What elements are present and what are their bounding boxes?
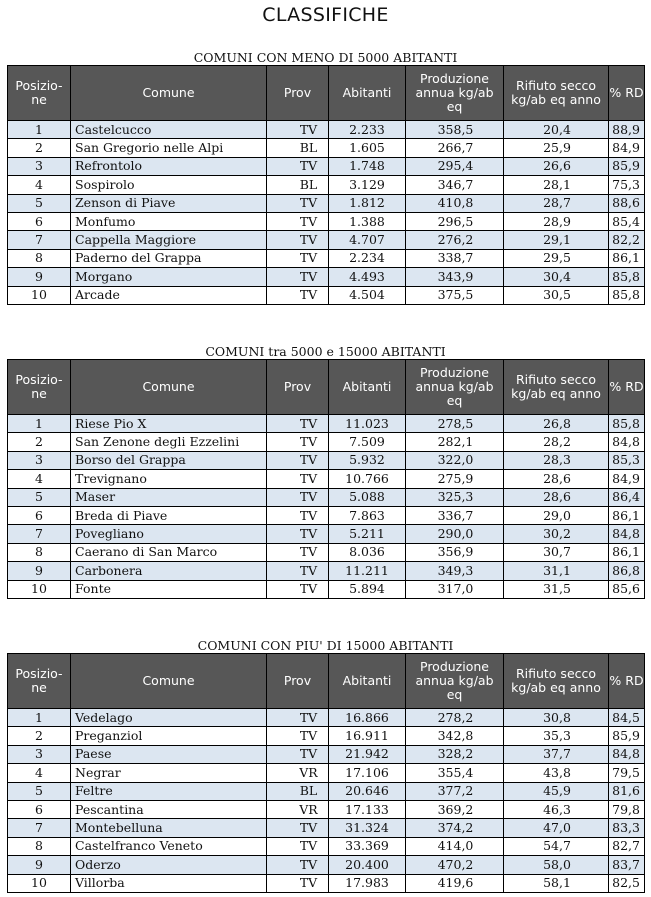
cell-prov: TV: [267, 709, 329, 727]
cell-abitanti: 5.211: [329, 525, 406, 543]
cell-prov: TV: [267, 470, 329, 488]
cell-rifiuto-secco: 43,8: [504, 764, 609, 782]
cell-abitanti: 3.129: [329, 176, 406, 194]
cell-prov: TV: [267, 543, 329, 561]
cell-rd: 84,8: [609, 525, 645, 543]
cell-produzione: 410,8: [406, 194, 504, 212]
cell-abitanti: 11.023: [329, 415, 406, 433]
header-produzione: Produzione annua kg/ab eq: [406, 360, 504, 415]
cell-rifiuto-secco: 35,3: [504, 727, 609, 745]
cell-comune: Pescantina: [71, 800, 267, 818]
cell-abitanti: 1.388: [329, 212, 406, 230]
cell-rifiuto-secco: 29,0: [504, 506, 609, 524]
cell-comune: Maser: [71, 488, 267, 506]
cell-produzione: 278,5: [406, 415, 504, 433]
table-header-row: [8, 360, 645, 415]
cell-rd: 85,9: [609, 727, 645, 745]
table-row: [8, 451, 645, 469]
cell-produzione: 355,4: [406, 764, 504, 782]
cell-produzione: 470,2: [406, 856, 504, 874]
table-header-row: [8, 654, 645, 709]
cell-comune: Zenson di Piave: [71, 194, 267, 212]
cell-produzione: 290,0: [406, 525, 504, 543]
cell-abitanti: 16.911: [329, 727, 406, 745]
cell-produzione: 275,9: [406, 470, 504, 488]
cell-rd: 86,8: [609, 562, 645, 580]
header-abitanti: Abitanti: [329, 360, 406, 415]
cell-comune: Feltre: [71, 782, 267, 800]
cell-posizione: 5: [8, 488, 71, 506]
cell-comune: San Zenone degli Ezzelini: [71, 433, 267, 451]
table-header-row: [8, 66, 645, 121]
cell-rifiuto-secco: 46,3: [504, 800, 609, 818]
cell-posizione: 2: [8, 727, 71, 745]
cell-comune: San Gregorio nelle Alpi: [71, 139, 267, 157]
cell-rd: 82,2: [609, 231, 645, 249]
table-row: [8, 488, 645, 506]
cell-rd: 86,1: [609, 506, 645, 524]
cell-prov: TV: [267, 819, 329, 837]
cell-produzione: 338,7: [406, 249, 504, 267]
cell-posizione: 6: [8, 212, 71, 230]
cell-rifiuto-secco: 37,7: [504, 745, 609, 763]
cell-posizione: 4: [8, 470, 71, 488]
cell-rd: 85,8: [609, 415, 645, 433]
cell-abitanti: 31.324: [329, 819, 406, 837]
header-prov: Prov: [267, 654, 329, 709]
cell-posizione: 7: [8, 819, 71, 837]
table-row: [8, 268, 645, 286]
cell-abitanti: 1.605: [329, 139, 406, 157]
cell-produzione: 414,0: [406, 837, 504, 855]
cell-produzione: 276,2: [406, 231, 504, 249]
cell-rd: 86,1: [609, 249, 645, 267]
header-posizione: Posizio- ne: [8, 66, 71, 121]
cell-posizione: 7: [8, 231, 71, 249]
cell-comune: Trevignano: [71, 470, 267, 488]
cell-prov: TV: [267, 415, 329, 433]
cell-rifiuto-secco: 29,1: [504, 231, 609, 249]
cell-abitanti: 11.211: [329, 562, 406, 580]
cell-rd: 85,6: [609, 580, 645, 598]
cell-comune: Vedelago: [71, 709, 267, 727]
cell-comune: Castelcucco: [71, 121, 267, 139]
cell-posizione: 9: [8, 268, 71, 286]
cell-comune: Carbonera: [71, 562, 267, 580]
cell-prov: TV: [267, 856, 329, 874]
cell-prov: TV: [267, 121, 329, 139]
cell-produzione: 342,8: [406, 727, 504, 745]
cell-rd: 85,4: [609, 212, 645, 230]
section-title: COMUNI CON MENO DI 5000 ABITANTI: [193, 50, 458, 65]
cell-comune: Villorba: [71, 874, 267, 892]
cell-abitanti: 10.766: [329, 470, 406, 488]
cell-rifiuto-secco: 29,5: [504, 249, 609, 267]
header-abitanti: Abitanti: [329, 66, 406, 121]
cell-rd: 84,9: [609, 470, 645, 488]
cell-rifiuto-secco: 45,9: [504, 782, 609, 800]
table-row: [8, 874, 645, 892]
cell-produzione: 282,1: [406, 433, 504, 451]
cell-prov: BL: [267, 139, 329, 157]
cell-rifiuto-secco: 28,6: [504, 470, 609, 488]
cell-posizione: 5: [8, 782, 71, 800]
cell-abitanti: 7.863: [329, 506, 406, 524]
table-row: [8, 800, 645, 818]
cell-abitanti: 4.493: [329, 268, 406, 286]
cell-comune: Povegliano: [71, 525, 267, 543]
ranking-table: [7, 65, 645, 305]
cell-rd: 79,8: [609, 800, 645, 818]
table-row: [8, 580, 645, 598]
cell-rd: 82,5: [609, 874, 645, 892]
cell-posizione: 1: [8, 709, 71, 727]
cell-produzione: 346,7: [406, 176, 504, 194]
cell-abitanti: 2.233: [329, 121, 406, 139]
section-title: COMUNI tra 5000 e 15000 ABITANTI: [205, 344, 446, 359]
cell-abitanti: 7.509: [329, 433, 406, 451]
cell-rd: 85,8: [609, 286, 645, 304]
cell-abitanti: 17.983: [329, 874, 406, 892]
cell-rifiuto-secco: 58,0: [504, 856, 609, 874]
cell-comune: Arcade: [71, 286, 267, 304]
table-row: [8, 212, 645, 230]
cell-prov: TV: [267, 562, 329, 580]
ranking-table: [7, 359, 645, 599]
cell-posizione: 9: [8, 562, 71, 580]
cell-prov: VR: [267, 800, 329, 818]
header-rifiuto-secco: Rifiuto secco kg/ab eq anno: [504, 66, 609, 121]
cell-rifiuto-secco: 31,5: [504, 580, 609, 598]
table-row: [8, 709, 645, 727]
cell-comune: Fonte: [71, 580, 267, 598]
cell-rifiuto-secco: 28,3: [504, 451, 609, 469]
cell-rifiuto-secco: 54,7: [504, 837, 609, 855]
header-comune: Comune: [71, 66, 267, 121]
cell-abitanti: 17.133: [329, 800, 406, 818]
header-produzione: Produzione annua kg/ab eq: [406, 654, 504, 709]
cell-rd: 84,8: [609, 433, 645, 451]
table-row: [8, 856, 645, 874]
cell-rd: 88,9: [609, 121, 645, 139]
cell-rifiuto-secco: 28,9: [504, 212, 609, 230]
cell-produzione: 343,9: [406, 268, 504, 286]
section-over-15000: [7, 638, 644, 893]
header-rd: % RD: [609, 360, 645, 415]
cell-abitanti: 8.036: [329, 543, 406, 561]
section-under-5000: [7, 50, 644, 305]
cell-comune: Riese Pio X: [71, 415, 267, 433]
cell-rifiuto-secco: 30,2: [504, 525, 609, 543]
cell-posizione: 6: [8, 506, 71, 524]
cell-rifiuto-secco: 28,2: [504, 433, 609, 451]
header-posizione: Posizio- ne: [8, 654, 71, 709]
cell-abitanti: 20.646: [329, 782, 406, 800]
table-row: [8, 415, 645, 433]
cell-prov: VR: [267, 764, 329, 782]
cell-comune: Refrontolo: [71, 157, 267, 175]
cell-rifiuto-secco: 28,6: [504, 488, 609, 506]
cell-abitanti: 5.894: [329, 580, 406, 598]
cell-abitanti: 33.369: [329, 837, 406, 855]
cell-rd: 84,5: [609, 709, 645, 727]
cell-produzione: 336,7: [406, 506, 504, 524]
header-rd: % RD: [609, 66, 645, 121]
cell-produzione: 296,5: [406, 212, 504, 230]
cell-rifiuto-secco: 30,4: [504, 268, 609, 286]
cell-prov: TV: [267, 525, 329, 543]
cell-produzione: 349,3: [406, 562, 504, 580]
cell-abitanti: 4.504: [329, 286, 406, 304]
cell-produzione: 419,6: [406, 874, 504, 892]
cell-rd: 75,3: [609, 176, 645, 194]
section-5000-15000: [7, 344, 644, 599]
cell-comune: Breda di Piave: [71, 506, 267, 524]
cell-prov: TV: [267, 231, 329, 249]
cell-posizione: 1: [8, 121, 71, 139]
cell-prov: TV: [267, 286, 329, 304]
cell-rifiuto-secco: 26,8: [504, 415, 609, 433]
cell-prov: TV: [267, 212, 329, 230]
cell-rifiuto-secco: 28,7: [504, 194, 609, 212]
cell-produzione: 278,2: [406, 709, 504, 727]
cell-rifiuto-secco: 26,6: [504, 157, 609, 175]
cell-rd: 85,9: [609, 157, 645, 175]
cell-rd: 84,9: [609, 139, 645, 157]
cell-posizione: 3: [8, 157, 71, 175]
section-title: COMUNI CON PIU' DI 15000 ABITANTI: [197, 638, 454, 653]
cell-comune: Paderno del Grappa: [71, 249, 267, 267]
cell-posizione: 10: [8, 580, 71, 598]
cell-produzione: 377,2: [406, 782, 504, 800]
cell-rifiuto-secco: 47,0: [504, 819, 609, 837]
cell-rd: 85,8: [609, 268, 645, 286]
table-row: [8, 176, 645, 194]
cell-rd: 82,7: [609, 837, 645, 855]
cell-prov: TV: [267, 451, 329, 469]
cell-produzione: 356,9: [406, 543, 504, 561]
table-row: [8, 727, 645, 745]
cell-abitanti: 20.400: [329, 856, 406, 874]
cell-produzione: 374,2: [406, 819, 504, 837]
table-row: [8, 819, 645, 837]
ranking-table: [7, 653, 645, 893]
cell-comune: Oderzo: [71, 856, 267, 874]
cell-produzione: 325,3: [406, 488, 504, 506]
cell-prov: TV: [267, 506, 329, 524]
cell-rifiuto-secco: 30,7: [504, 543, 609, 561]
cell-prov: TV: [267, 194, 329, 212]
table-row: [8, 562, 645, 580]
cell-prov: TV: [267, 157, 329, 175]
cell-comune: Negrar: [71, 764, 267, 782]
cell-posizione: 4: [8, 176, 71, 194]
table-row: [8, 470, 645, 488]
cell-prov: BL: [267, 782, 329, 800]
cell-posizione: 1: [8, 415, 71, 433]
cell-posizione: 10: [8, 874, 71, 892]
cell-rifiuto-secco: 31,1: [504, 562, 609, 580]
cell-abitanti: 16.866: [329, 709, 406, 727]
header-prov: Prov: [267, 360, 329, 415]
table-row: [8, 121, 645, 139]
cell-rifiuto-secco: 30,8: [504, 709, 609, 727]
cell-prov: TV: [267, 727, 329, 745]
header-prov: Prov: [267, 66, 329, 121]
cell-abitanti: 4.707: [329, 231, 406, 249]
cell-comune: Cappella Maggiore: [71, 231, 267, 249]
cell-produzione: 266,7: [406, 139, 504, 157]
cell-prov: BL: [267, 176, 329, 194]
header-comune: Comune: [71, 654, 267, 709]
cell-produzione: 328,2: [406, 745, 504, 763]
cell-produzione: 322,0: [406, 451, 504, 469]
cell-rd: 83,3: [609, 819, 645, 837]
cell-abitanti: 21.942: [329, 745, 406, 763]
header-comune: Comune: [71, 360, 267, 415]
cell-posizione: 2: [8, 433, 71, 451]
table-row: [8, 286, 645, 304]
table-row: [8, 782, 645, 800]
cell-posizione: 8: [8, 249, 71, 267]
cell-rifiuto-secco: 28,1: [504, 176, 609, 194]
cell-rd: 84,8: [609, 745, 645, 763]
cell-rd: 81,6: [609, 782, 645, 800]
cell-rd: 83,7: [609, 856, 645, 874]
cell-produzione: 375,5: [406, 286, 504, 304]
cell-posizione: 8: [8, 837, 71, 855]
cell-rd: 86,1: [609, 543, 645, 561]
table-row: [8, 764, 645, 782]
cell-produzione: 358,5: [406, 121, 504, 139]
cell-comune: Preganziol: [71, 727, 267, 745]
table-row: [8, 837, 645, 855]
cell-abitanti: 1.748: [329, 157, 406, 175]
header-posizione: Posizio- ne: [8, 360, 71, 415]
cell-rd: 86,4: [609, 488, 645, 506]
cell-comune: Castelfranco Veneto: [71, 837, 267, 855]
cell-prov: TV: [267, 249, 329, 267]
cell-prov: TV: [267, 874, 329, 892]
cell-produzione: 317,0: [406, 580, 504, 598]
cell-rifiuto-secco: 58,1: [504, 874, 609, 892]
cell-prov: TV: [267, 268, 329, 286]
cell-abitanti: 5.088: [329, 488, 406, 506]
page-title: CLASSIFICHE: [262, 4, 389, 26]
cell-rifiuto-secco: 25,9: [504, 139, 609, 157]
cell-posizione: 3: [8, 451, 71, 469]
header-rifiuto-secco: Rifiuto secco kg/ab eq anno: [504, 360, 609, 415]
table-row: [8, 249, 645, 267]
cell-rifiuto-secco: 30,5: [504, 286, 609, 304]
cell-posizione: 10: [8, 286, 71, 304]
cell-posizione: 8: [8, 543, 71, 561]
cell-rd: 85,3: [609, 451, 645, 469]
cell-comune: Paese: [71, 745, 267, 763]
table-row: [8, 433, 645, 451]
table-row: [8, 157, 645, 175]
header-abitanti: Abitanti: [329, 654, 406, 709]
cell-prov: TV: [267, 433, 329, 451]
cell-prov: TV: [267, 745, 329, 763]
cell-prov: TV: [267, 580, 329, 598]
header-produzione: Produzione annua kg/ab eq: [406, 66, 504, 121]
table-row: [8, 745, 645, 763]
cell-comune: Monfumo: [71, 212, 267, 230]
cell-posizione: 5: [8, 194, 71, 212]
cell-produzione: 295,4: [406, 157, 504, 175]
cell-abitanti: 17.106: [329, 764, 406, 782]
cell-posizione: 7: [8, 525, 71, 543]
cell-prov: TV: [267, 837, 329, 855]
table-row: [8, 231, 645, 249]
table-row: [8, 139, 645, 157]
table-row: [8, 543, 645, 561]
cell-posizione: 6: [8, 800, 71, 818]
cell-rifiuto-secco: 20,4: [504, 121, 609, 139]
cell-posizione: 9: [8, 856, 71, 874]
cell-rd: 79,5: [609, 764, 645, 782]
cell-posizione: 2: [8, 139, 71, 157]
cell-prov: TV: [267, 488, 329, 506]
cell-comune: Caerano di San Marco: [71, 543, 267, 561]
cell-abitanti: 5.932: [329, 451, 406, 469]
cell-abitanti: 2.234: [329, 249, 406, 267]
table-row: [8, 506, 645, 524]
cell-comune: Montebelluna: [71, 819, 267, 837]
cell-abitanti: 1.812: [329, 194, 406, 212]
table-row: [8, 194, 645, 212]
header-rd: % RD: [609, 654, 645, 709]
cell-rd: 88,6: [609, 194, 645, 212]
cell-comune: Borso del Grappa: [71, 451, 267, 469]
cell-posizione: 3: [8, 745, 71, 763]
cell-comune: Sospirolo: [71, 176, 267, 194]
cell-comune: Morgano: [71, 268, 267, 286]
header-rifiuto-secco: Rifiuto secco kg/ab eq anno: [504, 654, 609, 709]
cell-posizione: 4: [8, 764, 71, 782]
cell-produzione: 369,2: [406, 800, 504, 818]
table-row: [8, 525, 645, 543]
